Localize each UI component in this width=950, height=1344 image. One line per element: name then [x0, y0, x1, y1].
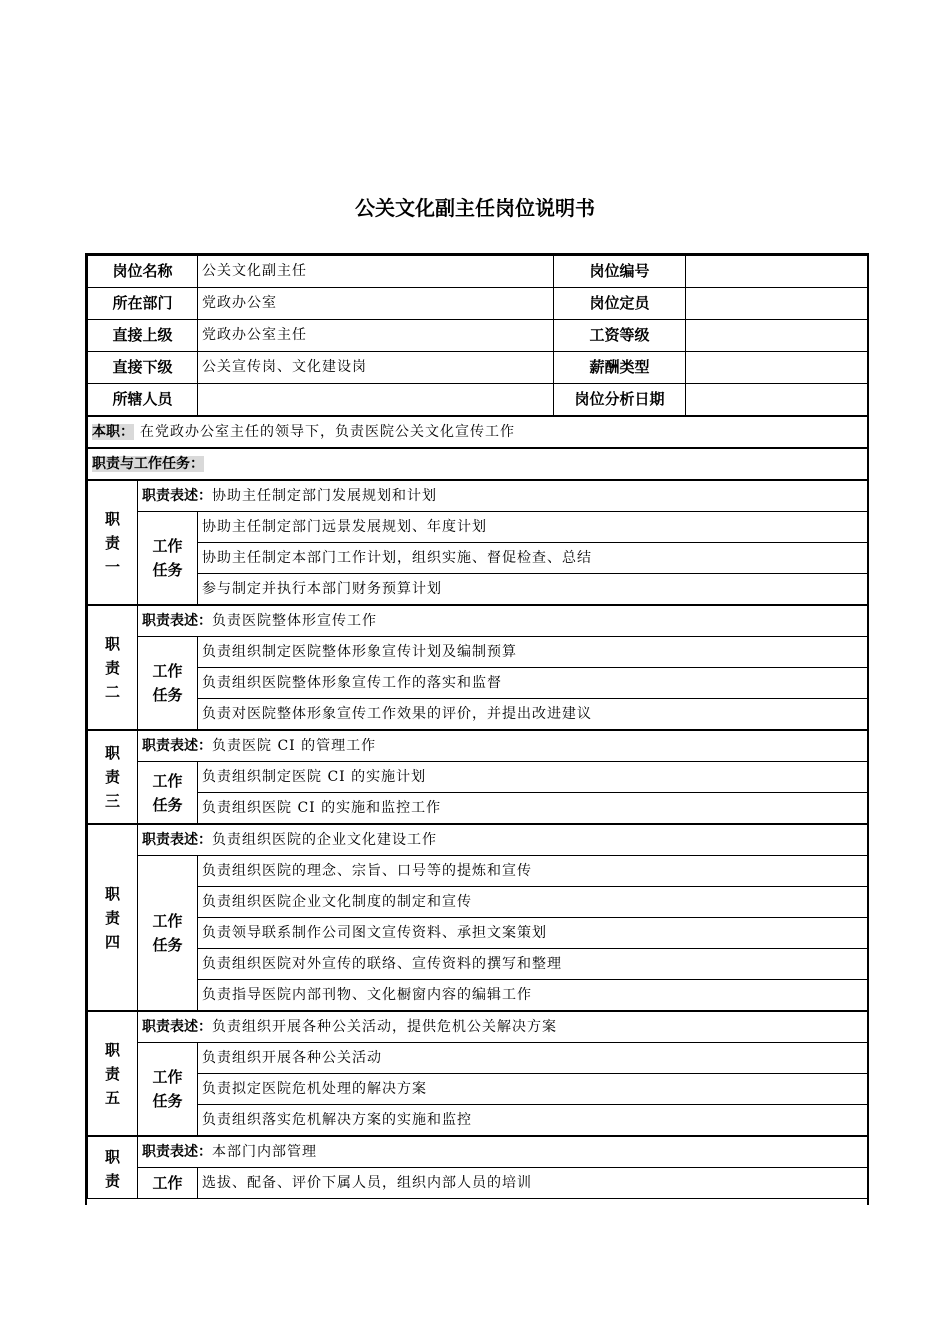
- task-row: [88, 637, 868, 668]
- duty-description: [138, 824, 868, 856]
- benzhi-cell: [88, 416, 868, 448]
- duty-description-text: 负责医院 CI 的管理工作: [212, 737, 377, 754]
- task-label-line: 任务: [152, 795, 183, 814]
- task-label-line: 工作: [152, 537, 183, 555]
- task-row: [88, 887, 868, 918]
- field-label: 直接下级: [88, 352, 198, 384]
- duty-description: [138, 605, 868, 637]
- field-value: [686, 288, 868, 320]
- duties-header-row: [88, 448, 868, 480]
- field-value: 党政办公室: [198, 288, 554, 320]
- duty-description: [138, 1136, 868, 1168]
- task-item: 负责拟定医院危机处理的解决方案: [198, 1074, 868, 1105]
- duty-row: [88, 605, 868, 637]
- duty-row: [88, 730, 868, 762]
- duty-label: [88, 480, 138, 605]
- field-value: 公关文化副主任: [198, 256, 554, 288]
- task-item: 负责组织开展各种公关活动: [198, 1043, 868, 1074]
- field-value: [198, 384, 554, 417]
- duty-description-label: 职责表述：: [142, 1143, 212, 1160]
- task-item: 负责领导联系制作公司图文宣传资料、承担文案策划: [198, 918, 868, 949]
- task-item: 负责组织制定医院 CI 的实施计划: [198, 762, 868, 793]
- duty-label-char: 责: [104, 1064, 120, 1083]
- task-label-line: 任务: [152, 936, 183, 954]
- info-row: [88, 320, 868, 352]
- task-row: [88, 762, 868, 793]
- duty-label-char: 二: [104, 682, 120, 701]
- field-label: 岗位编号: [554, 256, 686, 288]
- duty-label: [88, 730, 138, 824]
- task-row: [88, 574, 868, 606]
- benzhi-text: 在党政办公室主任的领导下，负责医院公关文化宣传工作: [140, 423, 515, 440]
- duty-label-char: 一: [104, 557, 120, 576]
- field-label: 岗位分析日期: [554, 384, 686, 417]
- duty-description-text: 负责医院整体形宣传工作: [212, 612, 377, 629]
- task-label-line: 任务: [152, 1092, 183, 1110]
- duty-description-text: 本部门内部管理: [212, 1143, 317, 1160]
- job-description-form: [85, 253, 869, 1205]
- field-label: 工资等级: [554, 320, 686, 352]
- benzhi-label: 本职：: [92, 423, 134, 440]
- task-item: 负责组织医院整体形象宣传工作的落实和监督: [198, 668, 868, 699]
- duty-label-char: 职: [104, 1040, 120, 1059]
- duty-label: [88, 1011, 138, 1136]
- benzhi-row: [88, 416, 868, 448]
- page-title: 公关文化副主任岗位说明书: [355, 196, 595, 220]
- task-item: 负责组织落实危机解决方案的实施和监控: [198, 1105, 868, 1137]
- duty-row: [88, 1011, 868, 1043]
- duty-label-char: 责: [104, 658, 120, 677]
- task-item: 参与制定并执行本部门财务预算计划: [198, 574, 868, 606]
- duty-label-char: 四: [104, 932, 120, 951]
- task-label-line: 任务: [152, 561, 183, 579]
- task-label-line: 工作: [152, 662, 183, 680]
- task-label: [138, 762, 198, 825]
- info-row: [88, 352, 868, 384]
- info-row: [88, 256, 868, 288]
- field-label: 所在部门: [88, 288, 198, 320]
- duty-label-char: 责: [104, 908, 120, 927]
- task-item: 负责组织医院 CI 的实施和监控工作: [198, 793, 868, 825]
- duty-label-char: 三: [104, 792, 120, 810]
- duty-label-char: 职: [104, 884, 120, 903]
- task-label-line: 工作: [152, 1174, 183, 1192]
- field-value: [686, 320, 868, 352]
- duty-description-text: 负责组织开展各种公关活动，提供危机公关解决方案: [212, 1018, 557, 1035]
- task-label-line: 工作: [152, 1068, 183, 1086]
- task-item: 负责对医院整体形象宣传工作效果的评价，并提出改进建议: [198, 699, 868, 731]
- field-label: 所辖人员: [88, 384, 198, 417]
- duty-description: [138, 480, 868, 512]
- duty-label-char: 责: [104, 768, 120, 786]
- task-row: [88, 1105, 868, 1137]
- job-info-table: [87, 255, 868, 1199]
- task-item: 负责组织制定医院整体形象宣传计划及编制预算: [198, 637, 868, 668]
- duty-description-label: 职责表述：: [142, 831, 212, 848]
- task-item: 协助主任制定部门远景发展规划、年度计划: [198, 512, 868, 543]
- task-label-line: 工作: [152, 771, 183, 790]
- duty-label-char: 五: [104, 1088, 120, 1107]
- duties-header: 职责与工作任务：: [92, 455, 204, 472]
- task-row: [88, 949, 868, 980]
- duty-description-text: 负责组织医院的企业文化建设工作: [212, 831, 437, 848]
- duties-header-cell: [88, 448, 868, 480]
- duty-description: [138, 730, 868, 762]
- task-item: 负责组织医院企业文化制度的制定和宣传: [198, 887, 868, 918]
- task-label: [138, 1043, 198, 1137]
- field-value: 党政办公室主任: [198, 320, 554, 352]
- duty-row: [88, 1136, 868, 1168]
- duty-label-char: 职: [104, 509, 120, 528]
- task-label-line: 任务: [152, 686, 183, 704]
- task-row: [88, 1043, 868, 1074]
- task-row: [88, 668, 868, 699]
- task-row: [88, 512, 868, 543]
- duty-description-label: 职责表述：: [142, 487, 212, 504]
- task-item: 负责组织医院对外宣传的联络、宣传资料的撰写和整理: [198, 949, 868, 980]
- duty-label: [88, 824, 138, 1011]
- duty-label-char: 职: [104, 1148, 120, 1166]
- duty-row: [88, 824, 868, 856]
- info-row: [88, 288, 868, 320]
- field-value: [686, 256, 868, 288]
- task-label: [138, 856, 198, 1012]
- task-item: 负责指导医院内部刊物、文化橱窗内容的编辑工作: [198, 980, 868, 1012]
- field-value: 公关宣传岗、文化建设岗: [198, 352, 554, 384]
- field-value: [686, 352, 868, 384]
- task-item: 选拔、配备、评价下属人员，组织内部人员的培训: [198, 1168, 868, 1199]
- field-label: 岗位定员: [554, 288, 686, 320]
- task-row: [88, 918, 868, 949]
- task-label: [138, 637, 198, 731]
- task-row: [88, 980, 868, 1012]
- duty-description-text: 协助主任制定部门发展规划和计划: [212, 487, 437, 504]
- duty-label: [88, 1136, 138, 1199]
- task-row: [88, 1168, 868, 1199]
- duty-label: [88, 605, 138, 730]
- field-label: 薪酬类型: [554, 352, 686, 384]
- task-row: [88, 699, 868, 731]
- field-label: 岗位名称: [88, 256, 198, 288]
- duty-description: [138, 1011, 868, 1043]
- info-row: [88, 384, 868, 417]
- task-item: 负责组织医院的理念、宗旨、口号等的提炼和宣传: [198, 856, 868, 887]
- task-row: [88, 1074, 868, 1105]
- task-row: [88, 793, 868, 825]
- field-label: 直接上级: [88, 320, 198, 352]
- duty-description-label: 职责表述：: [142, 1018, 212, 1035]
- duty-row: [88, 480, 868, 512]
- duty-label-char: 责: [104, 1172, 120, 1190]
- duty-description-label: 职责表述：: [142, 737, 212, 754]
- duty-label-char: 职: [104, 634, 120, 653]
- duty-label-char: 责: [104, 533, 120, 552]
- task-row: [88, 856, 868, 887]
- duty-description-label: 职责表述：: [142, 612, 212, 629]
- task-label: [138, 1168, 198, 1199]
- task-label: [138, 512, 198, 606]
- task-label-line: 工作: [152, 912, 183, 930]
- field-value: [686, 384, 868, 417]
- duty-label-char: 职: [104, 744, 120, 762]
- task-item: 协助主任制定本部门工作计划，组织实施、督促检查、总结: [198, 543, 868, 574]
- task-row: [88, 543, 868, 574]
